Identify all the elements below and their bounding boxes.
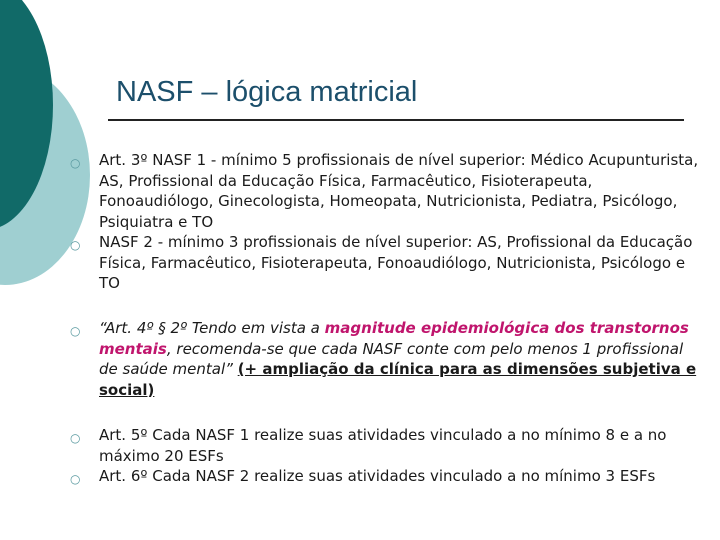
title-underline bbox=[108, 119, 684, 121]
quote-end-text: , recomenda-se que cada NASF conte com pelo menos 1 profissional de saúde mental” bbox=[99, 339, 684, 378]
bullet-item-art6 bbox=[70, 466, 710, 487]
bullet-item-nasf2 bbox=[70, 232, 710, 294]
bullet-text: Art. 3º NASF 1 - mínimo 5 profissionais de nível superior: Médico Acupunturista, AS, Profissional da Educação Física, Farmacêutico, Fisioterapeuta, Fonoaudiólogo, Ginecologista, Homeopata, Nutricionista, Pediatra, Psicólogo, Psiquiatra e TO bbox=[99, 151, 699, 231]
bullet-text bbox=[99, 318, 704, 400]
bullet-circle-icon: ○ bbox=[70, 156, 81, 170]
quote-start-text: “Art. 4º § 2º Tendo em vista a bbox=[99, 319, 325, 337]
underlined-note: (+ ampliação da clínica para as dimensões subjetiva e social) bbox=[99, 360, 697, 399]
bullet-circle-icon: ○ bbox=[70, 431, 81, 445]
bullet-circle-icon: ○ bbox=[70, 472, 81, 486]
bullet-circle-icon: ○ bbox=[70, 238, 81, 252]
bullet-text: NASF 2 - mínimo 3 profissionais de nível superior: AS, Profissional da Educação Física, Farmacêutico, Fisioterapeuta, Fonoaudiólogo, Nutricionista, Psicólogo e TO bbox=[99, 233, 693, 292]
bullet-text: Art. 5º Cada NASF 1 realize suas atividades vinculado a no mínimo 8 e a no máximo 20 ESFs bbox=[99, 426, 667, 465]
slide-title: NASF – lógica matricial bbox=[116, 76, 418, 108]
bullet-item-art4 bbox=[70, 318, 710, 400]
bullet-item-art5 bbox=[70, 425, 710, 466]
highlight-text: magnitude epidemiológica dos transtornos mentais bbox=[99, 319, 689, 358]
bullet-item-art3 bbox=[70, 150, 710, 232]
bullet-text: Art. 6º Cada NASF 2 realize suas atividades vinculado a no mínimo 3 ESFs bbox=[99, 467, 656, 485]
bullet-circle-icon: ○ bbox=[70, 324, 81, 338]
